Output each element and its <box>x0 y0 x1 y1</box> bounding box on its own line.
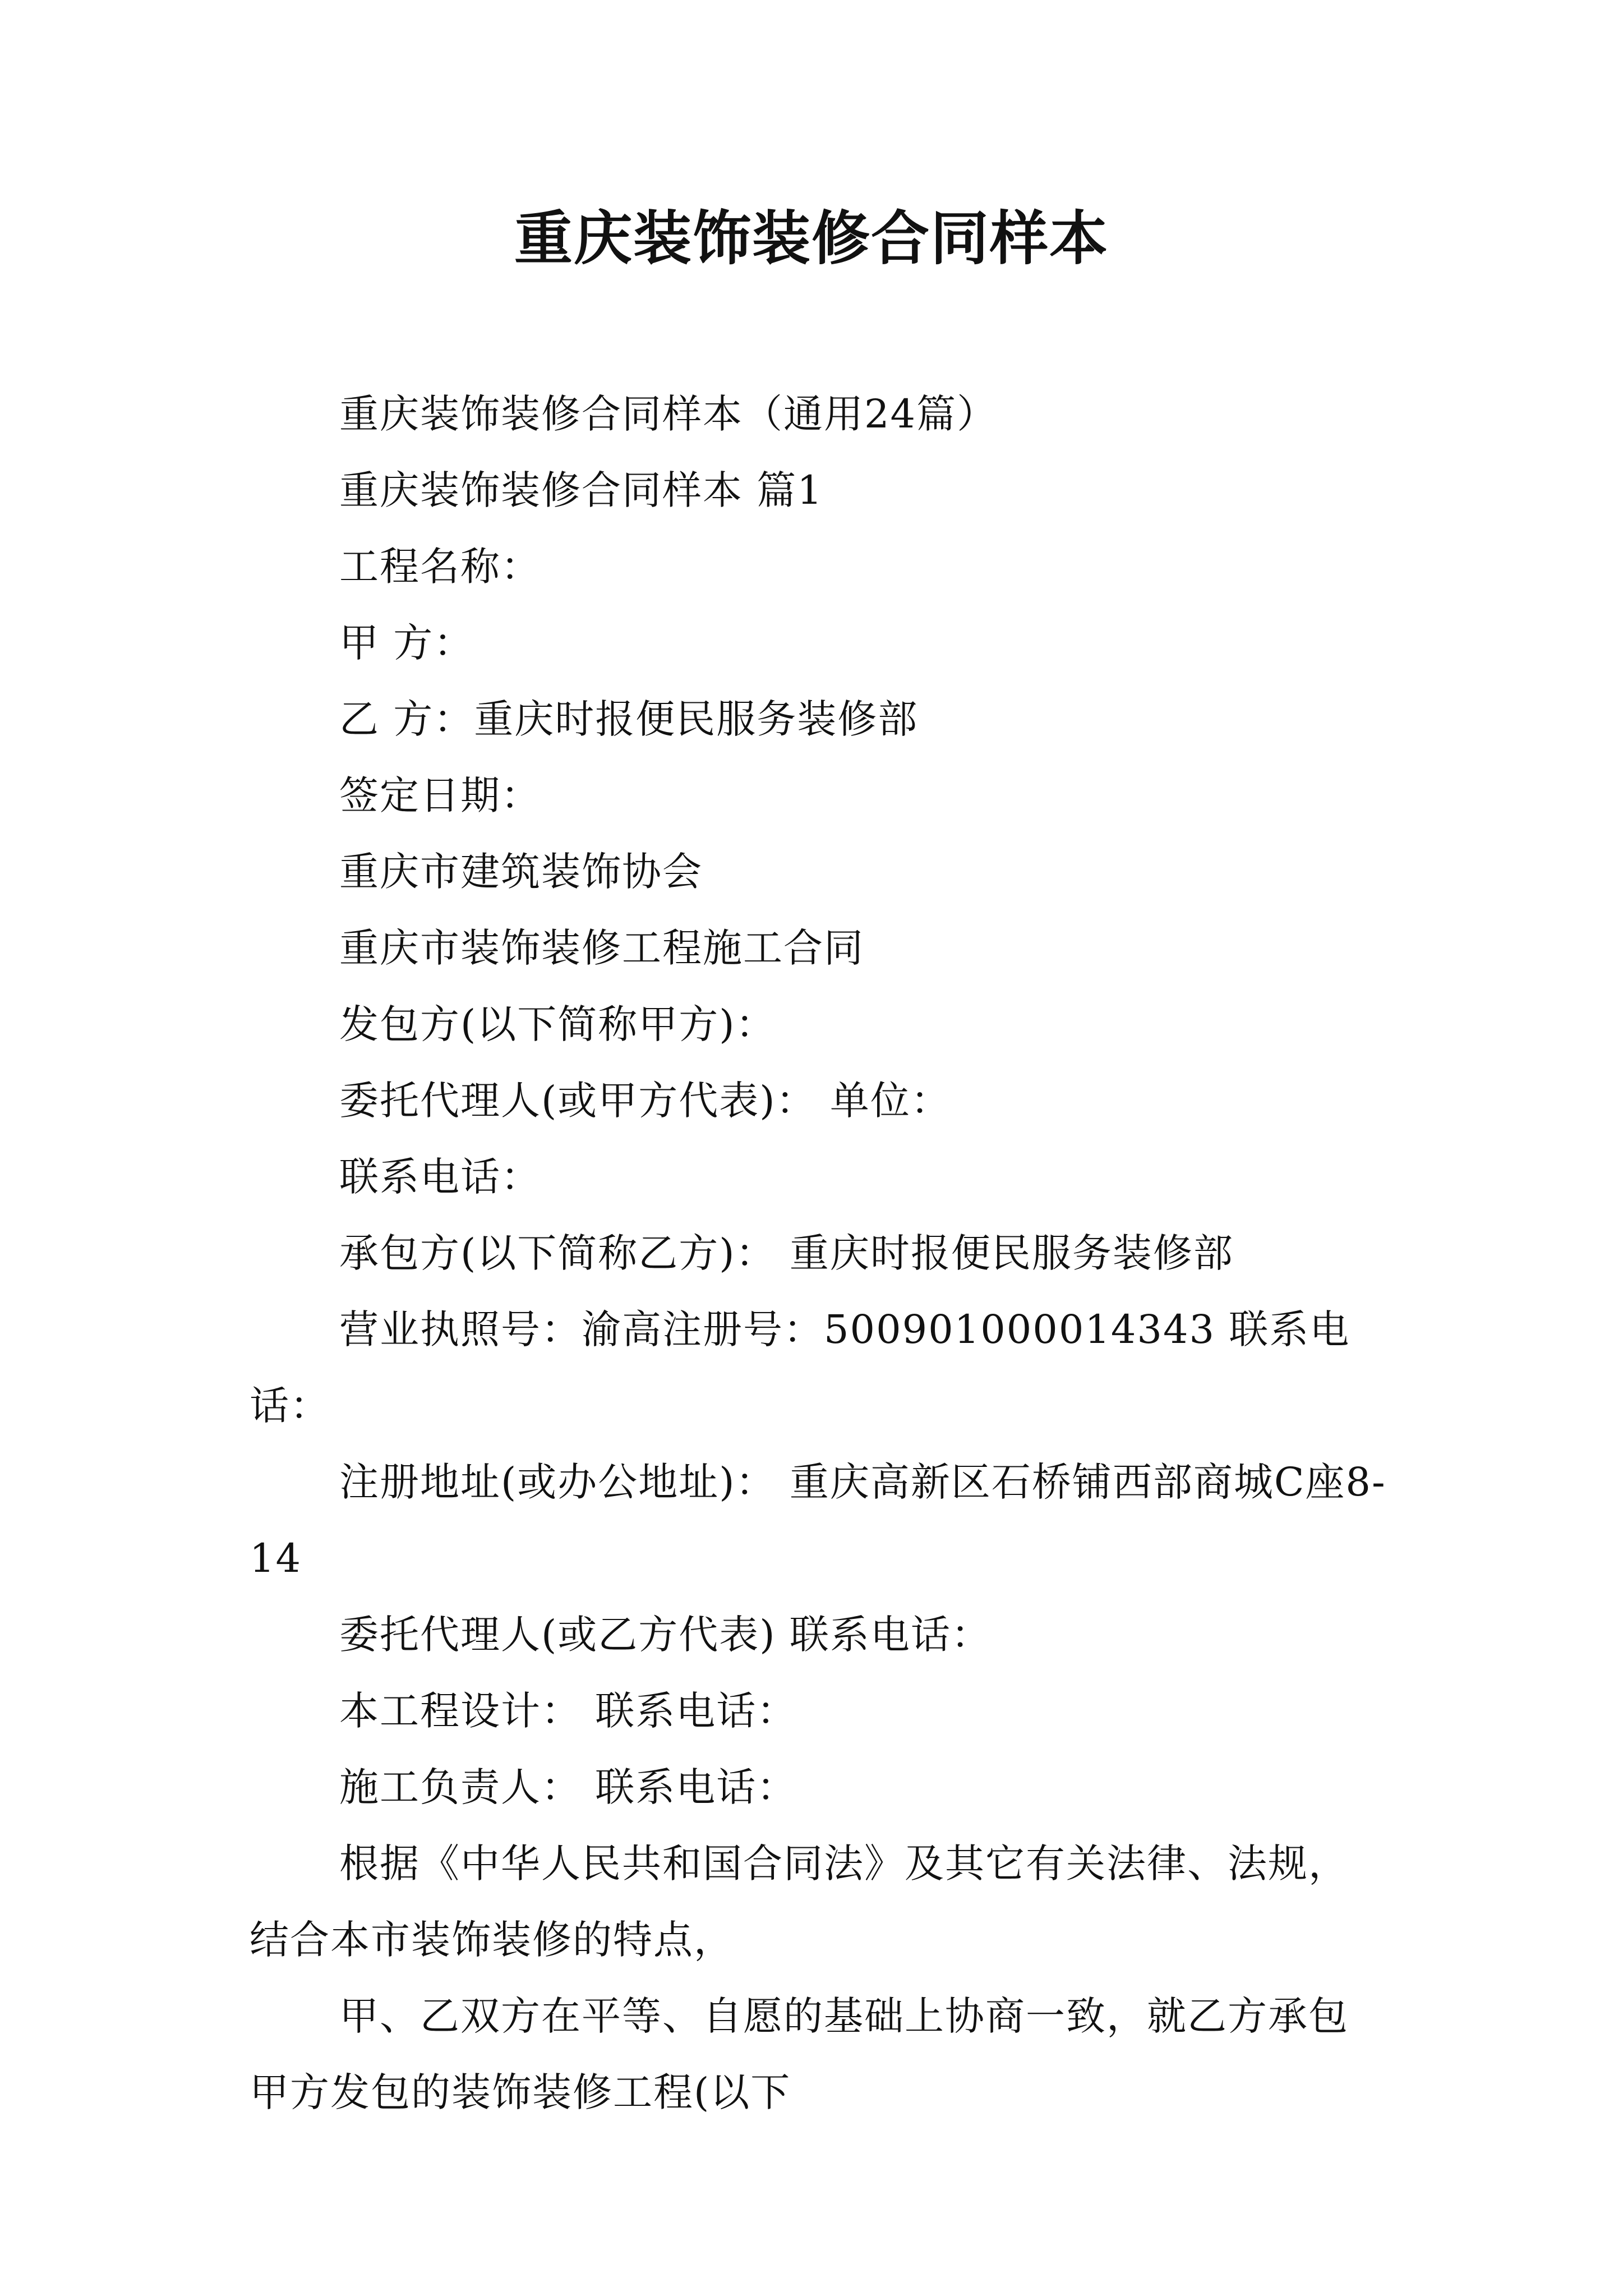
paragraph-project-design: 本工程设计： 联系电话： <box>339 1688 797 1734</box>
paragraph-association: 重庆市建筑装饰协会 <box>339 849 703 895</box>
document-title: 重庆装饰装修合同样本 <box>514 204 1109 273</box>
paragraph-legal-basis: 根据《中华人民共和国合同法》及其它有关法律、法规，结合本市装饰装修的特点， <box>250 1841 1349 1963</box>
paragraph-party-a: 甲 方： <box>339 620 474 666</box>
paragraph-project-name: 工程名称： <box>339 544 541 590</box>
paragraph-agreement: 甲、乙双方在平等、自愿的基础上协商一致，就乙方承包甲方发包的装饰装修工程(以下 <box>250 1993 1349 2115</box>
paragraph-employer: 发包方(以下简称甲方)： <box>339 1001 776 1047</box>
paragraph-subtitle: 重庆装饰装修合同样本（通用24篇） <box>339 391 998 437</box>
paragraph-sign-date: 签定日期： <box>339 772 541 818</box>
paragraph-section-heading: 重庆装饰装修合同样本 篇1 <box>339 467 823 513</box>
paragraph-contractor: 承包方(以下简称乙方)： 重庆时报便民服务装修部 <box>339 1230 1234 1276</box>
paragraph-construction-lead: 施工负责人： 联系电话： <box>339 1764 797 1810</box>
paragraph-party-b: 乙 方：重庆时报便民服务装修部 <box>339 696 919 742</box>
paragraph-employer-agent: 委托代理人(或甲方代表)： 单位： <box>339 1078 951 1124</box>
paragraph-contract-name: 重庆市装饰装修工程施工合同 <box>339 925 864 971</box>
paragraph-employer-phone: 联系电话： <box>339 1154 541 1200</box>
paragraph-business-license: 营业执照号：渝高注册号：500901000014343 联系电话： <box>250 1306 1350 1429</box>
document-body <box>250 376 1388 2131</box>
paragraph-registered-address: 注册地址(或办公地址)： 重庆高新区石桥铺西部商城C座8-14 <box>250 1459 1386 1581</box>
paragraph-contractor-agent: 委托代理人(或乙方代表) 联系电话： <box>339 1612 992 1658</box>
